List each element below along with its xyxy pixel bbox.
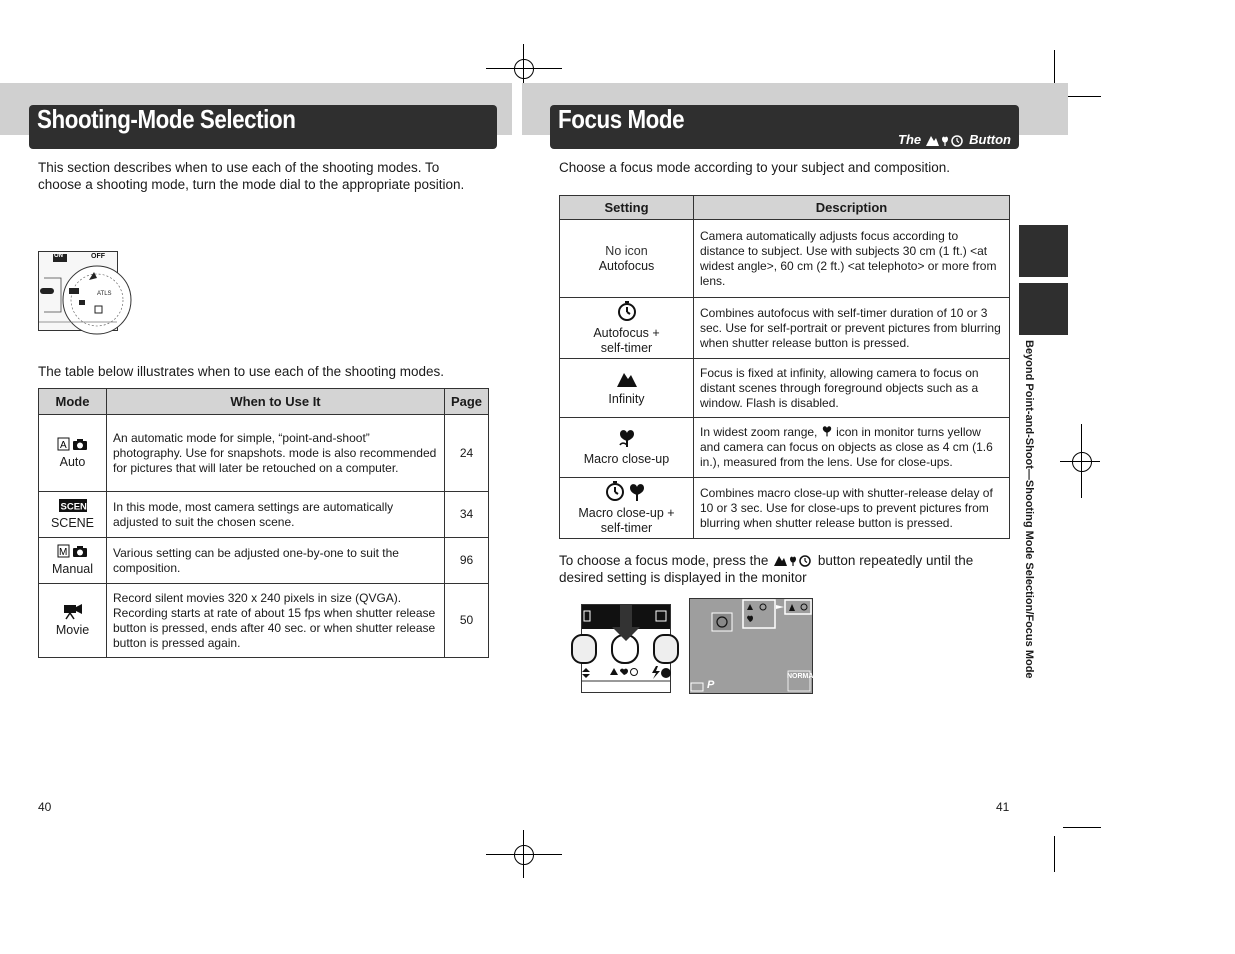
shooting-mode-table	[38, 388, 489, 658]
page-ref: 96	[445, 538, 489, 584]
desc-after-icon: icon in monitor turns yellow and camera can focus on objects as close as 4 cm (1.6 in.), measured from the lens. Use for close-ups.	[700, 425, 993, 469]
camera-buttons-illustration	[581, 604, 671, 693]
col-when: When to Use It	[107, 389, 445, 415]
mode-description: Record silent movies 320 x 240 pixels in size (QVGA). Recording starts at rate of about 15 fps when shutter release button is pressed, ends after 40 sec. or when shutter release button is pressed again.	[107, 584, 445, 658]
svg-text:M: M	[58, 547, 67, 558]
timer-tulip-icon	[604, 480, 650, 502]
table-row	[560, 298, 1010, 359]
setting-description	[694, 418, 1010, 478]
svg-text:A: A	[59, 439, 67, 451]
dial-off-label: OFF	[91, 253, 105, 260]
mode-dial-illustration	[38, 251, 118, 331]
right-outro	[559, 552, 1004, 586]
left-intro: This section describes when to use each of the shooting modes. To choose a shooting mode, turn the mode dial to the appropriate position.	[38, 160, 465, 192]
table-intro: The table below illustrates when to use each of the shooting modes.	[38, 364, 444, 379]
svg-text:SCENE: SCENE	[60, 501, 93, 512]
svg-text:ATLS: ATLS	[97, 291, 112, 297]
mode-description: In this mode, most camera settings are automatically adjusted to suit the chosen scene.	[107, 492, 445, 538]
table-row	[39, 584, 489, 658]
focus-mode-table	[559, 195, 1010, 539]
setting-description: Camera automatically adjusts focus according to distance to subject. Use with subjects 30 cm (1 ft.) <at widest angle>, 60 cm (2 ft.) <at telephoto> or more from lens.	[694, 220, 1010, 298]
setting-label-line2: Macro close-up	[583, 452, 670, 466]
table-row	[560, 359, 1010, 418]
side-running-text: Beyond Point-and-Shoot—Shooting Mode Selection/Focus Mode	[1023, 340, 1035, 679]
side-tab-upper	[1019, 225, 1068, 277]
mode-label: Movie	[55, 623, 90, 637]
subtitle-suffix: Button	[969, 132, 1011, 147]
mode-description: Various setting can be adjusted one-by-one to suit the composition.	[107, 538, 445, 584]
mode-label: Auto	[59, 454, 86, 469]
setting-label-line1: Macro close-up +	[578, 506, 675, 520]
monitor-mode-letter: P	[707, 679, 715, 691]
table-row	[39, 415, 489, 492]
focus-button-icon	[772, 553, 814, 567]
monitor-display-illustration	[689, 598, 818, 694]
side-tab-lower	[1019, 283, 1068, 335]
table-row	[560, 220, 1010, 298]
table-row	[560, 418, 1010, 478]
scene-icon	[59, 499, 93, 512]
setting-label-line2: Autofocus	[598, 258, 655, 273]
setting-label-line2: self-timer	[600, 341, 653, 355]
outro-before: To choose a focus mode, press the	[559, 553, 769, 568]
table-row	[560, 478, 1010, 539]
self-timer-icon	[616, 300, 638, 322]
setting-description: Combines autofocus with self-timer duration of 10 or 3 sec. Use for self-portrait or prevent pictures from blurring when shutter release button is pressed.	[694, 298, 1010, 359]
right-title-bar	[550, 105, 1019, 149]
mountain-icon	[616, 370, 638, 388]
setting-label-line2: self-timer	[600, 521, 653, 535]
movie-camera-icon	[63, 603, 83, 619]
mode-label: Manual	[52, 562, 93, 576]
tulip-icon	[617, 428, 637, 448]
outro-after: button repeatedly until the desired setting is displayed in the monitor	[559, 553, 974, 585]
col-description: Description	[694, 196, 1010, 220]
setting-description: Focus is fixed at infinity, allowing camera to focus on distant scenes through foreground objects such as a window. Flash is disabled.	[694, 359, 1010, 418]
setting-label-line1: Autofocus +	[593, 326, 660, 340]
col-page: Page	[445, 389, 489, 415]
focus-button-icon	[925, 133, 965, 147]
button-subtitle	[898, 132, 1011, 147]
page-number-right: 41	[996, 800, 1010, 814]
page-ref: 34	[445, 492, 489, 538]
page-number-left: 40	[38, 800, 52, 814]
table-row	[39, 492, 489, 538]
table-row	[39, 538, 489, 584]
page-ref: 50	[445, 584, 489, 658]
right-intro: Choose a focus mode according to your subject and composition.	[559, 160, 950, 175]
manual-camera-icon	[57, 544, 89, 558]
subtitle-prefix: The	[898, 132, 922, 147]
page-ref: 24	[445, 415, 489, 492]
setting-label-line1: No icon	[605, 243, 648, 258]
auto-camera-icon	[57, 437, 89, 451]
setting-label-line2: Infinity	[608, 391, 645, 406]
page-title-left: Shooting-Mode Selection	[37, 104, 296, 134]
page-title-right: Focus Mode	[558, 104, 685, 134]
setting-description: Combines macro close-up with shutter-release delay of 10 or 3 sec. Use for close-ups to prevent pictures from blurring when shutter release button is pressed.	[694, 478, 1010, 539]
col-setting: Setting	[560, 196, 694, 220]
desc-before-icon: In widest zoom range,	[700, 425, 818, 439]
left-title-bar	[29, 105, 497, 149]
tulip-icon	[821, 425, 833, 437]
monitor-quality: NORMAL	[787, 673, 818, 680]
dial-on-label: ON	[54, 253, 63, 259]
col-mode: Mode	[39, 389, 107, 415]
mode-description: An automatic mode for simple, “point-and-shoot” photography. Use for snapshots. mode is also recommended for pictures that will later be retouched on a computer.	[107, 415, 445, 492]
mode-label: SCENE	[50, 515, 95, 530]
